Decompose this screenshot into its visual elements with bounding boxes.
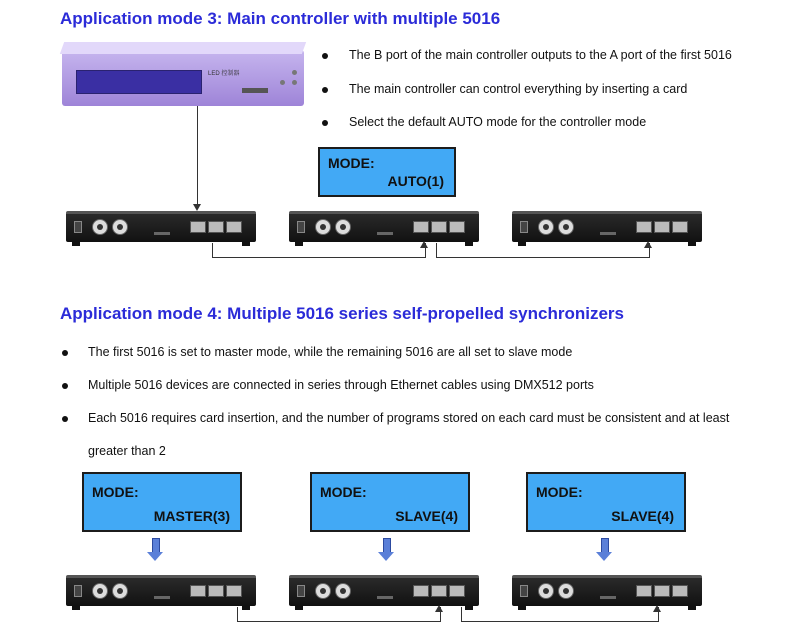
section4-bullet-2: Multiple 5016 devices are connected in series through Ethernet cables using DMX512 ports — [88, 378, 594, 392]
main-controller-image — [62, 50, 304, 106]
mode-value: SLAVE(4) — [611, 508, 674, 524]
ethernet-link-4 — [461, 607, 659, 622]
ethernet-link-1 — [212, 243, 426, 258]
bullet-dot — [62, 350, 68, 356]
mode-label: MODE: — [536, 484, 583, 500]
bullet-dot — [62, 416, 68, 422]
mode-value: MASTER(3) — [153, 508, 230, 524]
section4-bullet-1: The first 5016 is set to master mode, while the remaining 5016 are all set to slave mode — [88, 345, 573, 359]
controller-card-slot — [242, 88, 268, 93]
device-5016-slave-2 — [512, 575, 702, 606]
mode-label: MODE: — [328, 155, 375, 171]
mode-label: MODE: — [320, 484, 367, 500]
device-5016-slave-1 — [289, 575, 479, 606]
device-5016-master — [66, 575, 256, 606]
bullet-dot — [322, 120, 328, 126]
section3-bullet-2: The main controller can control everything by inserting a card — [349, 82, 688, 96]
section3-bullet-3: Select the default AUTO mode for the controller mode — [349, 115, 647, 129]
bullet-dot — [322, 53, 328, 59]
section4-bullet-3-cont: greater than 2 — [88, 444, 166, 458]
controller-label: LED 控制器 — [208, 71, 240, 77]
section4-bullet-3: Each 5016 requires card insertion, and the number of programs stored on each card must be consistent and at least — [88, 411, 730, 425]
mode-box-slave-2 — [526, 472, 686, 532]
bullet-dot — [62, 383, 68, 389]
mode-value: SLAVE(4) — [395, 508, 458, 524]
device-5016-1 — [66, 211, 256, 242]
down-arrow-icon — [599, 538, 609, 560]
down-arrow-icon — [150, 538, 160, 560]
mode-box-master — [82, 472, 242, 532]
bullet-dot — [322, 87, 328, 93]
down-arrow-icon — [381, 538, 391, 560]
ethernet-link-3 — [237, 607, 441, 622]
mode-box-slave-1 — [310, 472, 470, 532]
mode-box-auto — [318, 147, 456, 197]
ethernet-link-2 — [436, 243, 650, 258]
controller-lcd — [76, 70, 202, 94]
mode-value: AUTO(1) — [387, 173, 444, 189]
mode-label: MODE: — [92, 484, 139, 500]
section4-title: Application mode 4: Multiple 5016 series self-propelled synchronizers — [60, 304, 624, 323]
section3-title: Application mode 3: Main controller with multiple 5016 — [60, 9, 501, 28]
device-5016-3 — [512, 211, 702, 242]
section3-bullet-1: The B port of the main controller outputs to the A port of the first 5016 — [349, 48, 732, 62]
device-5016-2 — [289, 211, 479, 242]
